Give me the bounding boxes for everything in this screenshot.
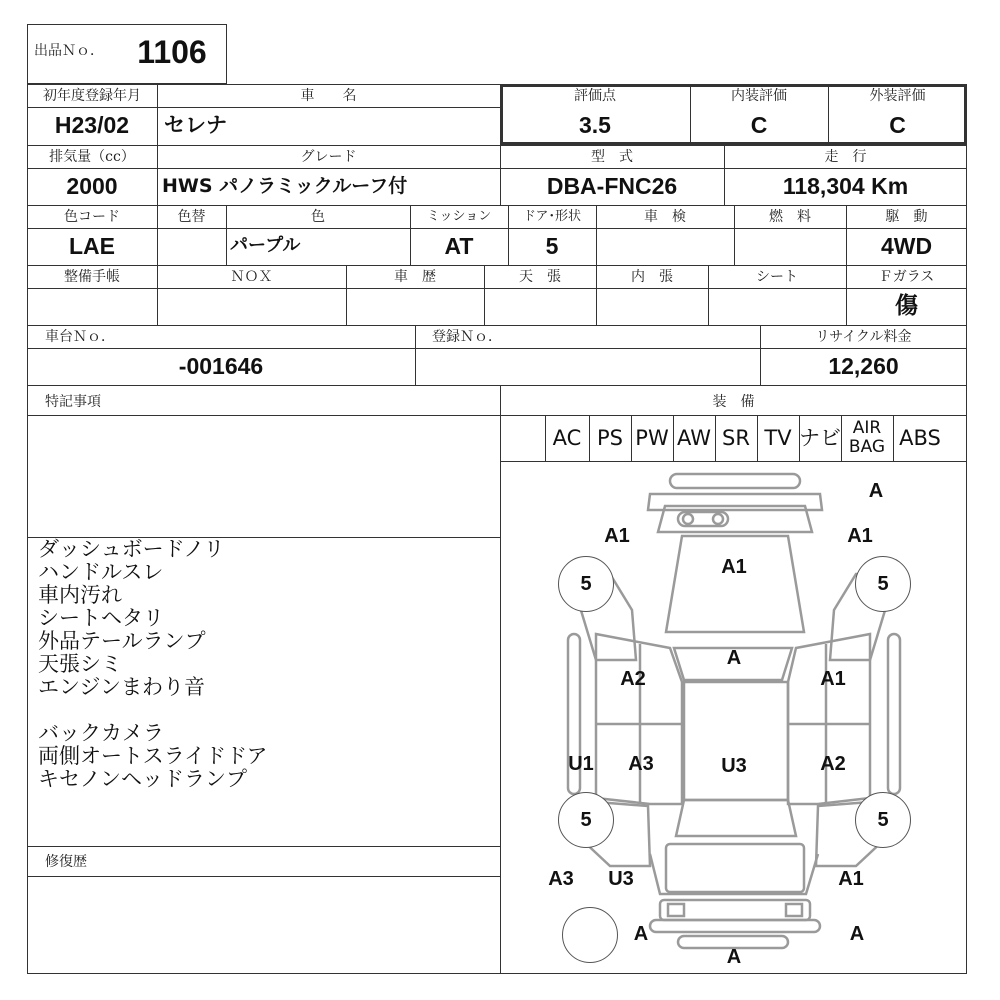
color-code-label: 色コード <box>64 209 120 225</box>
damage-mark-rear-left: A <box>633 923 649 945</box>
displacement-value: 2000 <box>66 173 118 199</box>
row-divider <box>27 385 967 386</box>
recycle-label: リサイクル料金 <box>815 329 912 345</box>
rear-window-shape <box>676 800 796 836</box>
lot-number: 1106 <box>137 34 207 70</box>
color-code-value: LAE <box>69 233 115 259</box>
drive-label: 駆 動 <box>885 209 928 225</box>
first-reg-label: 初年度登録年月 <box>43 88 141 104</box>
interior-trim-label: 内 張 <box>631 269 673 285</box>
equipment-label: 装 備 <box>712 394 755 410</box>
mission-value: AT <box>444 233 474 259</box>
tire-front-left: 5 <box>558 556 614 612</box>
note-line: 両側オートスライドドア <box>38 744 268 768</box>
nox-value <box>157 289 346 323</box>
notes-divider <box>27 846 500 847</box>
front-bumper-shape <box>670 474 800 488</box>
equipment-item: SR <box>722 426 750 450</box>
tire-rear-left: 5 <box>558 792 614 848</box>
chassis-label: 車台Ｎｏ． <box>45 329 115 345</box>
equipment-item: ABS <box>899 426 941 450</box>
nox-label: ＮＯＸ <box>230 269 273 285</box>
roof-value <box>484 289 596 323</box>
roof-shape <box>684 682 788 800</box>
front-hood-top-shape <box>648 494 822 510</box>
mileage-label: 走 行 <box>824 149 867 165</box>
displacement-label: 排気量（cc） <box>49 149 135 165</box>
damage-mark-left-sill: U1 <box>568 753 594 775</box>
roof-label: 天 張 <box>519 269 561 285</box>
note-line: ハンドルスレ <box>38 560 164 584</box>
damage-mark-left-rear-corner: A3 <box>548 868 574 890</box>
equipment-item: ナビ <box>799 426 841 450</box>
damage-mark-right-rear-door: A2 <box>820 753 846 775</box>
notes-label: 特記事項 <box>45 394 101 410</box>
maintenance-label: 整備手帳 <box>64 269 120 285</box>
note-line: バックカメラ <box>38 721 164 745</box>
score-value: 3.5 <box>579 112 611 138</box>
damage-mark-left-rear-fender: U3 <box>608 868 634 890</box>
equipment-item: TV <box>764 426 792 450</box>
mileage-value: 118,304 Km <box>782 173 909 199</box>
damage-mark-hood: A1 <box>721 556 747 578</box>
seat-value <box>708 289 846 323</box>
maintenance-value <box>27 289 157 323</box>
car-damage-diagram <box>500 462 966 974</box>
interior-trim-value <box>596 289 708 323</box>
damage-mark-left-front: A1 <box>604 525 630 547</box>
note-line: キセノンヘッドランプ <box>38 767 247 791</box>
interior-value: C <box>750 112 768 138</box>
damage-mark-front-bumper: A <box>868 480 884 502</box>
car-name-value: セレナ <box>164 113 227 137</box>
exterior-value: C <box>889 112 906 138</box>
drive-value: 4WD <box>880 233 933 259</box>
recycle-value: 12,260 <box>828 353 899 379</box>
color-change-label: 色替 <box>177 209 206 225</box>
damage-mark-right-front-door: A1 <box>820 668 846 690</box>
grade-label: グレード <box>300 149 357 165</box>
equipment-item: AIR BAG <box>848 418 886 457</box>
model-value: DBA-FNC26 <box>546 173 678 199</box>
damage-mark-rear-bumper: A <box>726 946 742 968</box>
history-value <box>346 289 484 323</box>
color-value: パープル <box>230 235 301 256</box>
first-reg-value: H23/02 <box>54 112 130 138</box>
equipment-item: AC <box>552 426 582 450</box>
damage-mark-rear-right: A <box>849 923 865 945</box>
history-label: 車 歴 <box>394 269 436 285</box>
exterior-label: 外装評価 <box>869 88 926 104</box>
door-value: 5 <box>545 233 559 259</box>
registration-value <box>415 349 760 383</box>
damage-mark-roof: U3 <box>721 755 747 777</box>
registration-label: 登録Ｎｏ． <box>432 329 502 345</box>
model-label: 型 式 <box>591 149 633 165</box>
chassis-value: -001646 <box>178 353 264 379</box>
tailgate-shape <box>666 844 804 892</box>
score-label: 評価点 <box>574 88 616 104</box>
tire-rear-right: 5 <box>855 792 911 848</box>
spare-tire <box>562 907 618 963</box>
repair-value <box>27 900 500 934</box>
seat-label: シート <box>756 269 798 285</box>
damage-mark-right-rear-fender: A1 <box>838 868 864 890</box>
damage-mark-windshield: A <box>726 647 742 669</box>
fuel-label: 燃 料 <box>769 209 811 225</box>
tire-front-right: 5 <box>855 556 911 612</box>
fuel-value <box>734 229 846 263</box>
damage-mark-right-front: A1 <box>847 525 873 547</box>
inspection-label: 車 検 <box>644 209 686 225</box>
door-label: ドア･形状 <box>522 209 582 224</box>
note-line: ダッシュボードノリ <box>38 537 225 561</box>
color-label: 色 <box>311 209 325 225</box>
note-line: 外品テールランプ <box>38 629 206 653</box>
color-change-value <box>157 229 226 263</box>
interior-label: 内装評価 <box>731 88 787 104</box>
grade-value: HWS パノラミックルーフ付 <box>162 175 408 197</box>
fglass-value: 傷 <box>895 292 918 319</box>
damage-mark-left-front-door: A2 <box>620 668 646 690</box>
notes-divider <box>27 876 500 877</box>
right-side-bar-shape <box>888 634 900 794</box>
equipment-item: PS <box>597 426 623 450</box>
equipment-item: AW <box>677 426 711 450</box>
inspection-value <box>596 229 734 263</box>
hood-shape <box>666 536 804 632</box>
note-line: 車内汚れ <box>38 583 122 607</box>
mission-label: ミッション <box>426 209 492 224</box>
lot-number-label: 出品Ｎｏ． <box>34 43 104 59</box>
car-name-label: 車 名 <box>300 88 357 104</box>
damage-mark-left-rear-door: A3 <box>628 753 654 775</box>
note-line: 天張シミ <box>38 652 122 676</box>
note-line: シートヘタリ <box>38 606 164 630</box>
fglass-label: Ｆガラス <box>878 269 935 285</box>
equipment-item: PW <box>635 426 669 450</box>
note-line: エンジンまわり音 <box>38 675 205 699</box>
repair-label: 修復歴 <box>45 854 87 870</box>
